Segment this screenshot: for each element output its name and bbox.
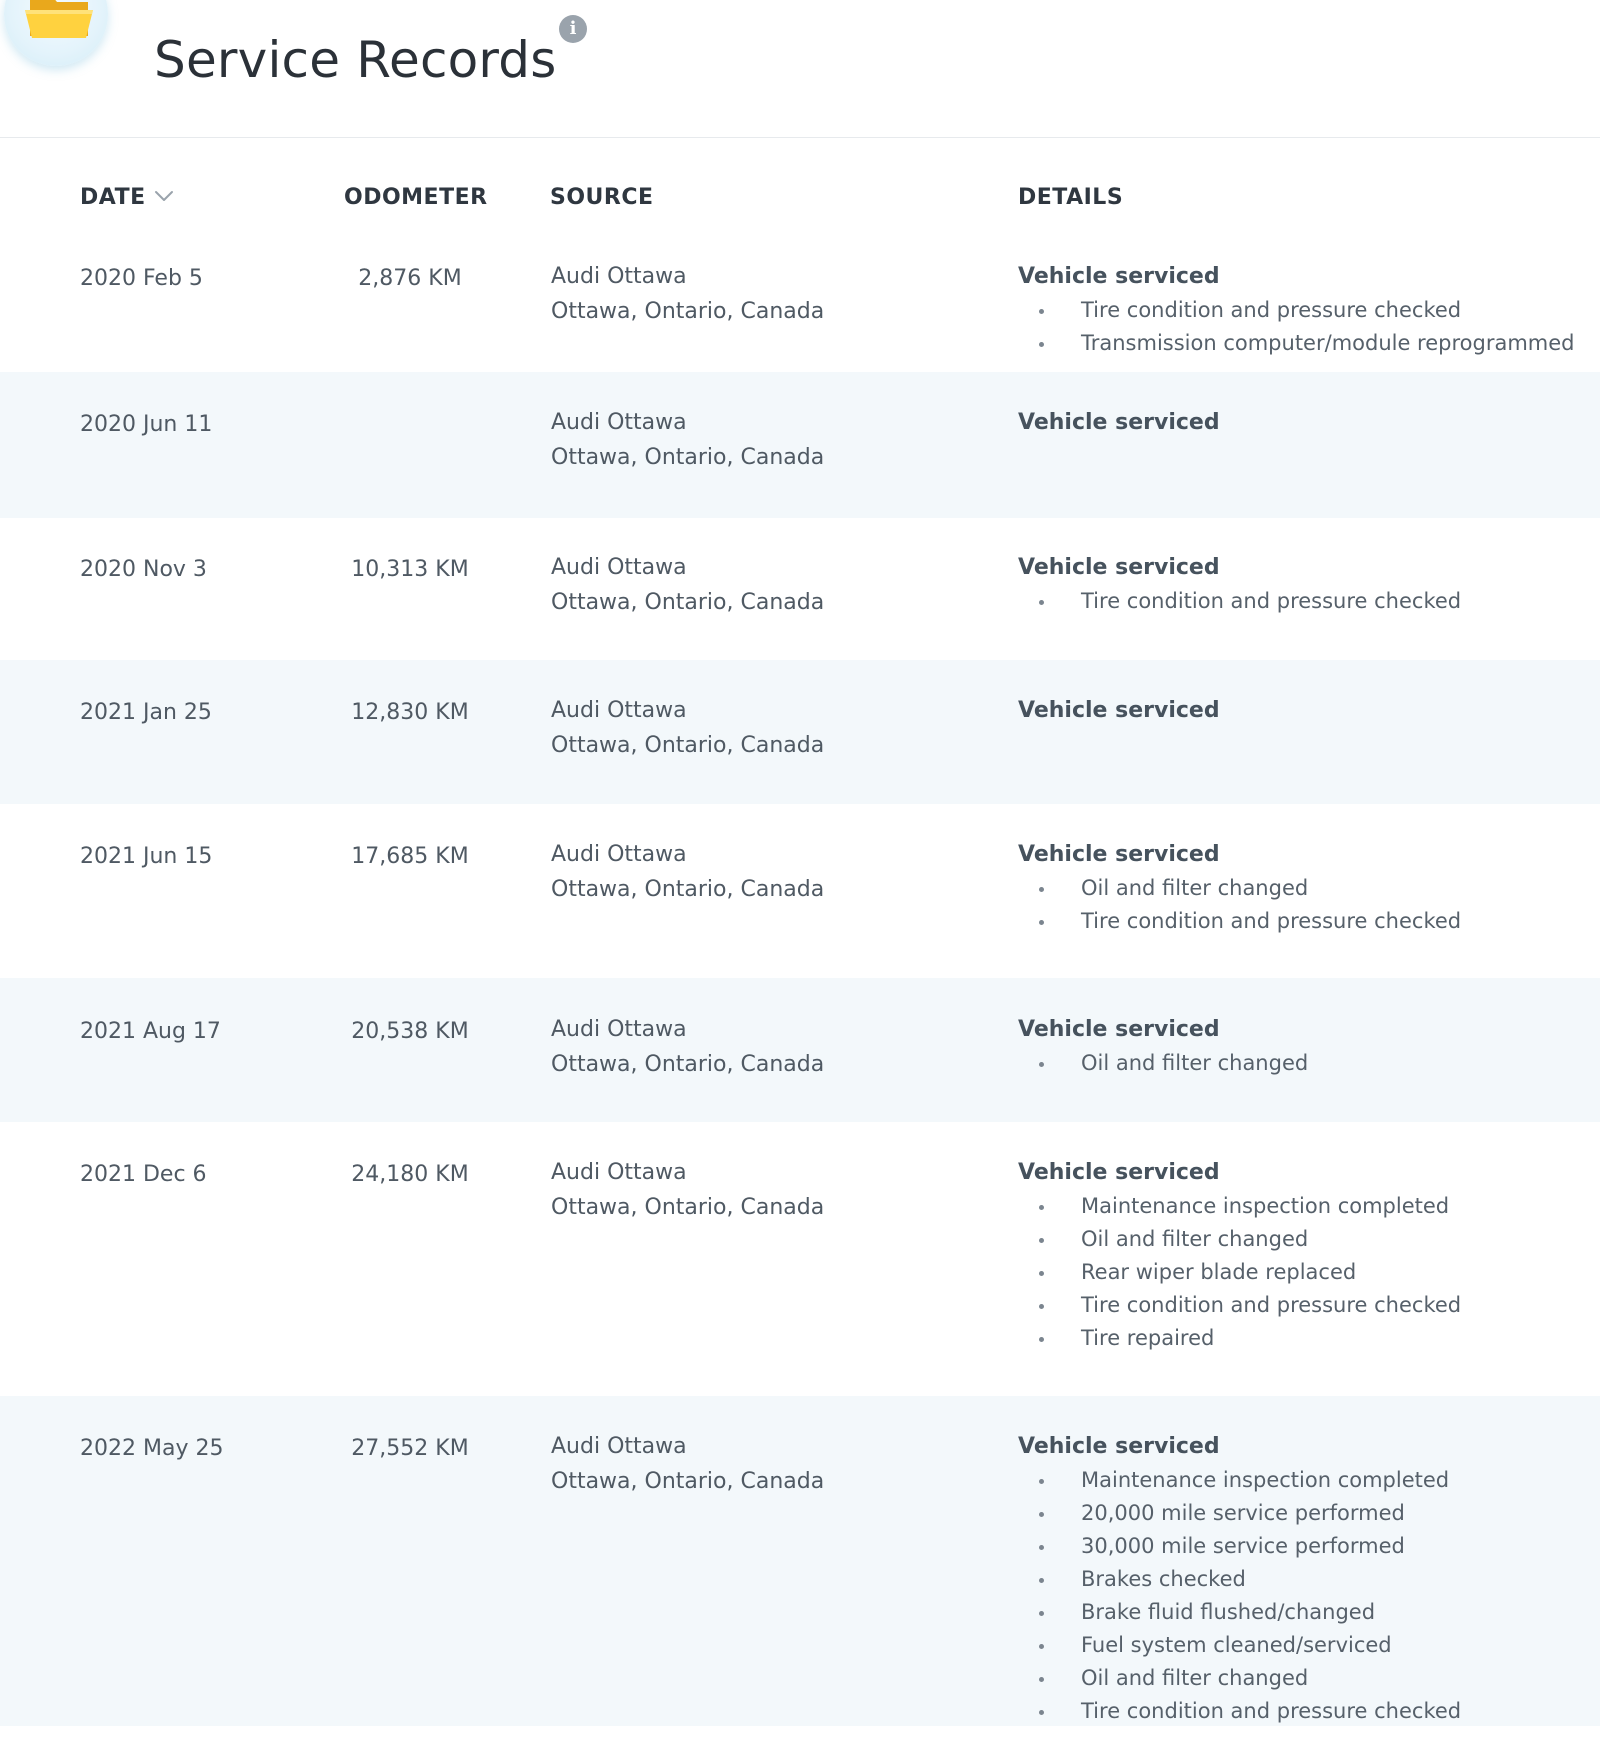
details-list bbox=[1018, 1047, 1308, 1080]
source-location: Ottawa, Ontario, Canada bbox=[551, 1195, 825, 1220]
list-item: Tire condition and pressure checked bbox=[1018, 905, 1461, 938]
odometer-value: 24,180 KM bbox=[351, 1162, 469, 1187]
source-name: Audi Ottawa bbox=[551, 1434, 687, 1459]
table-row bbox=[0, 232, 1600, 372]
source-location: Ottawa, Ontario, Canada bbox=[551, 1052, 825, 1077]
service-source bbox=[551, 1012, 824, 1082]
details-title: Vehicle serviced bbox=[1018, 698, 1220, 723]
service-details bbox=[1018, 259, 1575, 360]
service-details bbox=[1018, 1155, 1461, 1355]
service-date: 2022 May 25 bbox=[80, 1436, 224, 1461]
info-icon[interactable]: i bbox=[559, 15, 587, 43]
service-source bbox=[551, 693, 824, 763]
service-date: 2020 Nov 3 bbox=[80, 557, 207, 582]
odometer-value: 20,538 KM bbox=[351, 1019, 469, 1044]
service-source bbox=[551, 1429, 824, 1499]
service-source bbox=[551, 837, 824, 907]
column-header-source: SOURCE bbox=[550, 185, 654, 210]
service-date: 2020 Jun 11 bbox=[80, 412, 213, 437]
list-item: Tire condition and pressure checked bbox=[1018, 1695, 1461, 1728]
list-item: Oil and filter changed bbox=[1018, 872, 1461, 905]
source-location: Ottawa, Ontario, Canada bbox=[551, 877, 825, 902]
list-item: Tire condition and pressure checked bbox=[1018, 585, 1461, 618]
odometer-value: 2,876 KM bbox=[358, 266, 462, 291]
table-row bbox=[0, 660, 1600, 804]
chevron-down-icon[interactable] bbox=[154, 189, 174, 203]
source-location: Ottawa, Ontario, Canada bbox=[551, 733, 825, 758]
source-location: Ottawa, Ontario, Canada bbox=[551, 590, 825, 615]
service-date: 2020 Feb 5 bbox=[80, 266, 203, 291]
service-details bbox=[1018, 1429, 1461, 1728]
list-item: Maintenance inspection completed bbox=[1018, 1464, 1461, 1497]
column-header-details: DETAILS bbox=[1018, 185, 1124, 210]
service-date: 2021 Dec 6 bbox=[80, 1162, 207, 1187]
table-row bbox=[0, 1122, 1600, 1396]
source-name: Audi Ottawa bbox=[551, 1160, 687, 1185]
table-row bbox=[0, 804, 1600, 978]
table-row bbox=[0, 372, 1600, 518]
service-date: 2021 Aug 17 bbox=[80, 1019, 221, 1044]
details-title: Vehicle serviced bbox=[1018, 410, 1220, 435]
service-details bbox=[1018, 405, 1220, 440]
details-list bbox=[1018, 585, 1461, 618]
details-title: Vehicle serviced bbox=[1018, 264, 1220, 289]
service-details bbox=[1018, 550, 1461, 618]
source-name: Audi Ottawa bbox=[551, 698, 687, 723]
list-item: Transmission computer/module reprogrammed bbox=[1018, 327, 1575, 360]
odometer-value: 12,830 KM bbox=[351, 700, 469, 725]
odometer-value: 10,313 KM bbox=[351, 557, 469, 582]
service-source bbox=[551, 259, 824, 329]
details-list bbox=[1018, 1190, 1461, 1355]
details-list bbox=[1018, 294, 1575, 360]
service-details bbox=[1018, 693, 1220, 728]
details-title: Vehicle serviced bbox=[1018, 1017, 1220, 1042]
list-item: Brake fluid flushed/changed bbox=[1018, 1596, 1461, 1629]
table-row bbox=[0, 1396, 1600, 1726]
table-row bbox=[0, 518, 1600, 660]
column-header-date[interactable]: DATE bbox=[80, 185, 146, 210]
list-item: Tire repaired bbox=[1018, 1322, 1461, 1355]
list-item: Oil and filter changed bbox=[1018, 1047, 1308, 1080]
list-item: 20,000 mile service performed bbox=[1018, 1497, 1461, 1530]
list-item: 30,000 mile service performed bbox=[1018, 1530, 1461, 1563]
list-item: Fuel system cleaned/serviced bbox=[1018, 1629, 1461, 1662]
list-item: Oil and filter changed bbox=[1018, 1223, 1461, 1256]
column-header-odometer: ODOMETER bbox=[344, 185, 488, 210]
odometer-value: 27,552 KM bbox=[351, 1436, 469, 1461]
source-name: Audi Ottawa bbox=[551, 842, 687, 867]
list-item: Oil and filter changed bbox=[1018, 1662, 1461, 1695]
list-item: Brakes checked bbox=[1018, 1563, 1461, 1596]
service-records-table bbox=[0, 138, 1600, 1726]
list-item: Maintenance inspection completed bbox=[1018, 1190, 1461, 1223]
details-title: Vehicle serviced bbox=[1018, 555, 1220, 580]
service-date: 2021 Jun 15 bbox=[80, 844, 213, 869]
details-title: Vehicle serviced bbox=[1018, 1434, 1220, 1459]
service-source bbox=[551, 1155, 824, 1225]
details-title: Vehicle serviced bbox=[1018, 842, 1220, 867]
source-name: Audi Ottawa bbox=[551, 264, 687, 289]
table-row bbox=[0, 978, 1600, 1122]
service-source bbox=[551, 405, 824, 475]
service-date: 2021 Jan 25 bbox=[80, 700, 212, 725]
details-list bbox=[1018, 872, 1461, 938]
list-item: Tire condition and pressure checked bbox=[1018, 294, 1575, 327]
list-item: Tire condition and pressure checked bbox=[1018, 1289, 1461, 1322]
service-details bbox=[1018, 1012, 1308, 1080]
details-title: Vehicle serviced bbox=[1018, 1160, 1220, 1185]
source-name: Audi Ottawa bbox=[551, 555, 687, 580]
source-location: Ottawa, Ontario, Canada bbox=[551, 1469, 825, 1494]
list-item: Rear wiper blade replaced bbox=[1018, 1256, 1461, 1289]
folder-icon bbox=[4, 0, 108, 66]
source-name: Audi Ottawa bbox=[551, 1017, 687, 1042]
source-location: Ottawa, Ontario, Canada bbox=[551, 299, 825, 324]
service-source bbox=[551, 550, 824, 620]
source-location: Ottawa, Ontario, Canada bbox=[551, 445, 825, 470]
page-header bbox=[0, 0, 1600, 138]
details-list bbox=[1018, 1464, 1461, 1728]
page-title: Service Records bbox=[154, 30, 557, 89]
service-details bbox=[1018, 837, 1461, 938]
table-header bbox=[0, 138, 1600, 232]
source-name: Audi Ottawa bbox=[551, 410, 687, 435]
odometer-value: 17,685 KM bbox=[351, 844, 469, 869]
